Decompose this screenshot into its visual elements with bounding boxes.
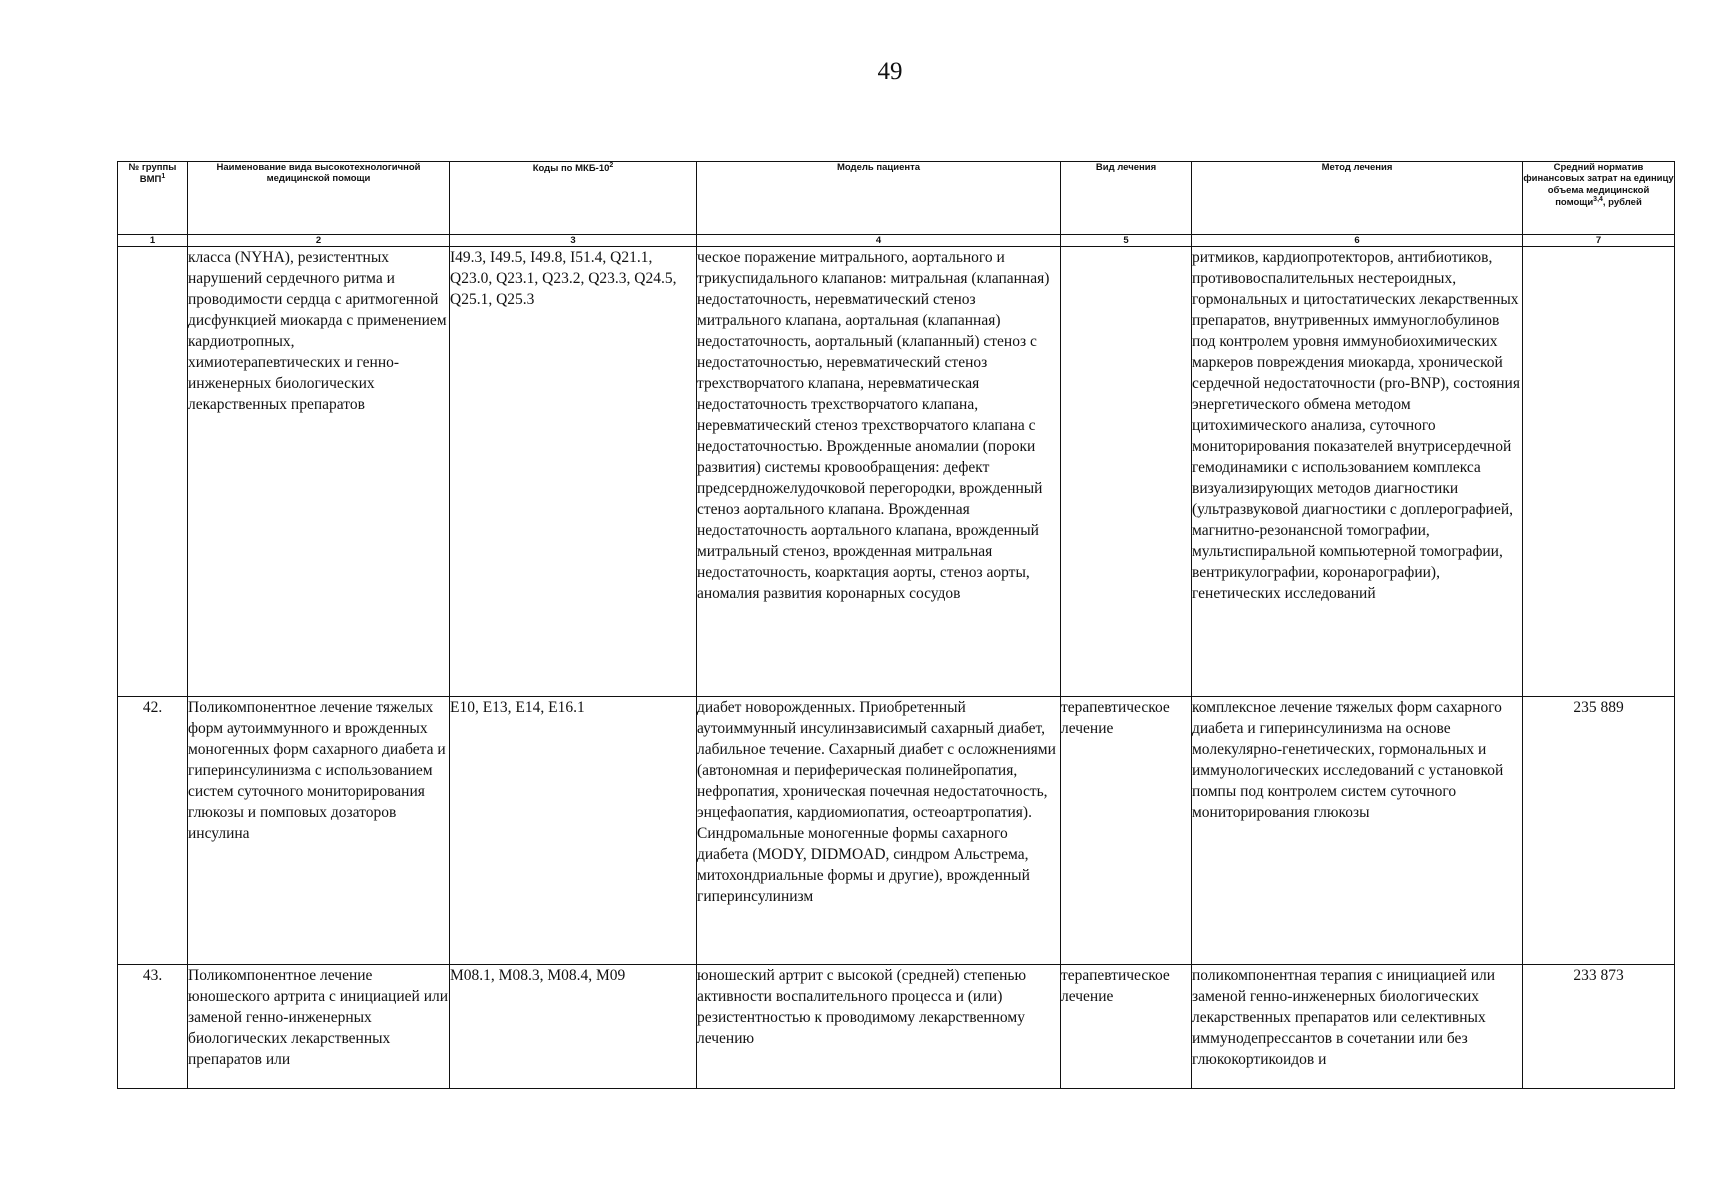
treatment-method-cell: комплексное лечение тяжелых форм сахарного диабета и гиперинсулинизма на основе молекулярно-генетических, гормональных и иммунологических исследований с установкой помпы под контролем систем суточного мониторирования глюкозы bbox=[1192, 697, 1523, 965]
header-care-type-name: Наименование вида высокотехнологичной медицинской помощи bbox=[188, 162, 450, 235]
column-number: 5 bbox=[1061, 235, 1192, 247]
header-group-number: № группы ВМП$^1$ bbox=[118, 162, 188, 235]
icd-codes-cell: M08.1, M08.3, M08.4, M09 bbox=[450, 965, 697, 1089]
column-number-row bbox=[118, 235, 1675, 247]
column-number: 4 bbox=[697, 235, 1061, 247]
group-number-cell: 42. bbox=[118, 697, 188, 965]
patient-model-cell: диабет новорожденных. Приобретенный аутоиммунный инсулинзависимый сахарный диабет, лабильное течение. Сахарный диабет с осложнениями (автономная и периферическая полинейропатия, нефропатия, хроническая почечная недостаточность, энцефаопатия, кардиомиопатия, остеоартропатия). Синдромальные моногенные формы сахарного диабета (MODY, DIDMOAD, синдром Альстрема, митохондриальные формы и другие), врожденный гиперинсулинизм bbox=[697, 697, 1061, 965]
patient-model-cell: юношеский артрит с высокой (средней) степенью активности воспалительного процесса и (или) резистентностью к проводимому лекарственному лечению bbox=[697, 965, 1061, 1089]
vmp-table bbox=[117, 161, 1675, 1089]
group-number-cell bbox=[118, 247, 188, 697]
cost-cell bbox=[1523, 247, 1675, 697]
treatment-type-cell bbox=[1061, 247, 1192, 697]
table-row bbox=[118, 247, 1675, 697]
care-type-name-cell: Поликомпонентное лечение тяжелых форм аутоиммунного и врожденных моногенных форм сахарного диабета и гиперинсулинизма с использованием систем суточного мониторирования глюкозы и помповых дозаторов инсулина bbox=[188, 697, 450, 965]
column-number: 3 bbox=[450, 235, 697, 247]
icd-codes-cell: I49.3, I49.5, I49.8, I51.4, Q21.1, Q23.0, Q23.1, Q23.2, Q23.3, Q24.5, Q25.1, Q25.3 bbox=[450, 247, 697, 697]
cost-cell: 235 889 bbox=[1523, 697, 1675, 965]
treatment-type-cell: терапевтическое лечение bbox=[1061, 965, 1192, 1089]
header-treatment-type: Вид лечения bbox=[1061, 162, 1192, 235]
icd-codes-cell: E10, E13, E14, E16.1 bbox=[450, 697, 697, 965]
header-patient-model: Модель пациента bbox=[697, 162, 1061, 235]
column-number: 6 bbox=[1192, 235, 1523, 247]
page-number: 49 bbox=[877, 58, 903, 85]
header-cost-standard: Средний норматив финансовых затрат на единицу объема медицинской помощи$^{3,4}$, рублей bbox=[1523, 162, 1675, 235]
treatment-method-cell: ритмиков, кардиопротекторов, антибиотиков, противовоспалительных нестероидных, гормональных и цитостатических лекарственных препаратов, внутривенных иммуноглобулинов под контролем уровня иммунобиохимических маркеров повреждения миокарда, хронической сердечной недостаточности (pro-BNP), состояния энергетического обмена методом цитохимического анализа, суточного мониторирования показателей внутрисердечной гемодинамики с использованием комплекса визуализирующих методов диагностики (ультразвуковой диагностики с доплерографией, магнитно-резонансной томографии, мультиспиральной компьютерной томографии, вентрикулографии, коронарографии), генетических исследований bbox=[1192, 247, 1523, 697]
column-number: 2 bbox=[188, 235, 450, 247]
treatment-method-cell: поликомпонентная терапия с инициацией или заменой генно-инженерных биологических лекарственных препаратов или селективных иммунодепрессантов в сочетании или без глюкокортикоидов и bbox=[1192, 965, 1523, 1089]
header-row bbox=[118, 162, 1675, 235]
column-number: 7 bbox=[1523, 235, 1675, 247]
header-treatment-method: Метод лечения bbox=[1192, 162, 1523, 235]
table-row bbox=[118, 697, 1675, 965]
group-number-cell: 43. bbox=[118, 965, 188, 1089]
header-icd-codes: Коды по МКБ-$10^2$ bbox=[450, 162, 697, 235]
care-type-name-cell: класса (NYHA), резистентных нарушений сердечного ритма и проводимости сердца с аритмогенной дисфункцией миокарда с применением кардиотропных, химиотерапевтических и генно-инженерных биологических лекарственных препаратов bbox=[188, 247, 450, 697]
column-number: 1 bbox=[118, 235, 188, 247]
patient-model-cell: ческое поражение митрального, аортального и трикуспидального клапанов: митральная (клапанная) недостаточность, неревматический стеноз митрального клапана, аортальная (клапанная) недостаточность, аортальный (клапанный) стеноз с недостаточностью, неревматический стеноз трехстворчатого клапана, неревматическая недостаточность трехстворчатого клапана, неревматический стеноз трехстворчатого клапана с недостаточностью. Врожденные аномалии (пороки развития) системы кровообращения: дефект предсердножелудочковой перегородки, врожденный стеноз аортального клапана. Врожденная недостаточность аортального клапана, врожденный митральный стеноз, врожденная митральная недостаточность, коарктация аорты, стеноз аорты, аномалия развития коронарных сосудов bbox=[697, 247, 1061, 697]
table-row bbox=[118, 965, 1675, 1089]
cost-cell: 233 873 bbox=[1523, 965, 1675, 1089]
care-type-name-cell: Поликомпонентное лечение юношеского артрита с инициацией или заменой генно-инженерных биологических лекарственных препаратов или bbox=[188, 965, 450, 1089]
treatment-type-cell: терапевтическое лечение bbox=[1061, 697, 1192, 965]
